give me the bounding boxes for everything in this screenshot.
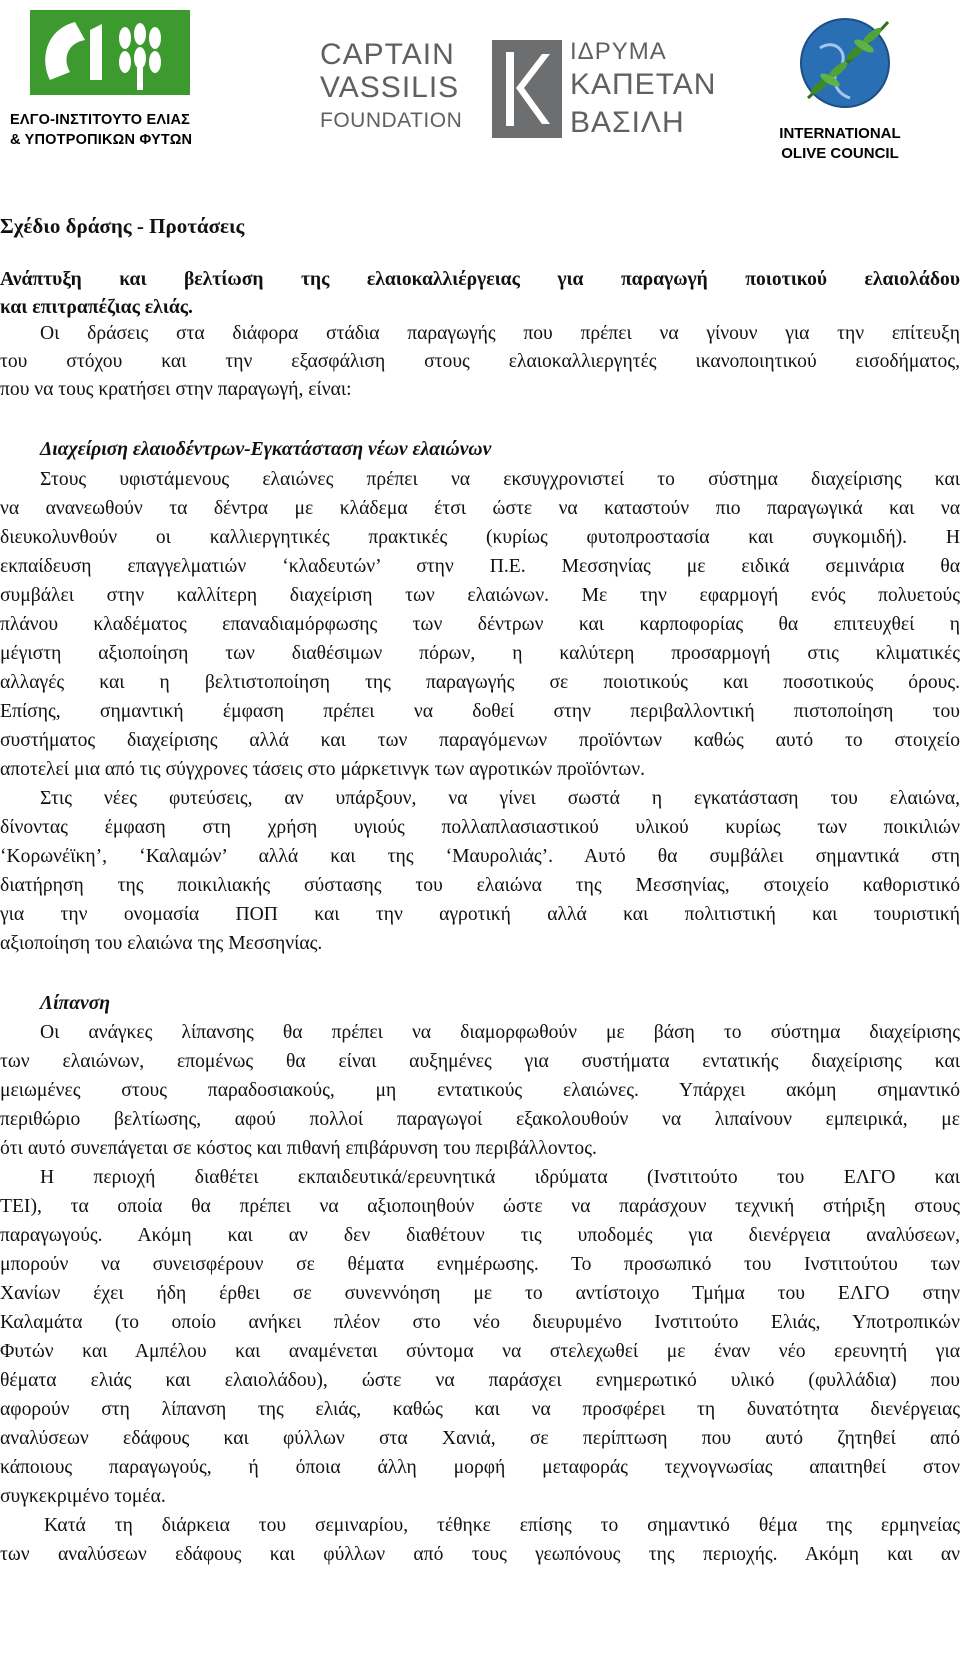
olive-globe-icon bbox=[790, 8, 900, 118]
paragraph-line: θέματα ελιάς και ελαιολάδου), ώστε να παράσχει ενημερωτικό υλικό (φυλλάδια) που bbox=[0, 1370, 960, 1391]
paragraph-line: αποτελεί μια από τις σύγχρονες τάσεις στο μάρκετινγκ των αγροτικών προϊόντων. bbox=[0, 759, 646, 780]
paragraph-line: ότι αυτό συνεπάγεται σε κόστος και πιθανή επιβάρυνση του περιβάλλοντος. bbox=[0, 1138, 597, 1159]
paragraph-line: αφορούν στη λίπανση της ελιάς, καθώς και να προσφέρει τη δυνατότητα διενέργειας bbox=[0, 1399, 960, 1420]
paragraph-line: μέγιστη αξιοποίηση των διαθέσιμων πόρων, η καλύτερη προσαρμογή στις κλιματικές bbox=[0, 643, 960, 664]
ioc-name bbox=[760, 124, 920, 164]
paragraph-line: των αναλύσεων εδάφους και φύλλων από τους γεωπόνους της περιοχής. Ακόμη και αν bbox=[0, 1544, 960, 1565]
document-subtitle-line: και επιτραπέζιας ελιάς. bbox=[0, 297, 193, 318]
ioc-name-line: INTERNATIONAL bbox=[779, 125, 901, 142]
cvf-en-line: FOUNDATION bbox=[320, 109, 463, 132]
paragraph-line: ‘Κορωνέϊκη’, ‘Καλαμών’ αλλά και της ‘Μαυρολιάς’. Αυτό θα συμβάλει σημαντικά στη bbox=[0, 846, 960, 867]
paragraph-line: συστήματος διαχείρισης αλλά και των παραγόμενων προϊόντων καθώς αυτό το στοιχείο bbox=[0, 730, 960, 751]
paragraph-line: αλλαγές και η βελτιστοποίηση της παραγωγής σε ποιοτικούς και ποσοτικούς όρους. bbox=[0, 672, 960, 693]
elgo-name-line: & ΥΠΟΤΡΟΠΙΚΩΝ ΦΥΤΩΝ bbox=[10, 132, 193, 148]
paragraph-line: Στις νέες φυτεύσεις, αν υπάρξουν, να γίνει σωστά η εγκατάσταση του ελαιώνα, bbox=[40, 788, 960, 809]
cvf-gr-line: ΚΑΠΕΤΑΝ bbox=[570, 68, 717, 101]
document-title: Σχέδιο δράσης - Προτάσεις bbox=[0, 214, 245, 238]
paragraph-line: παραγωγούς. Ακόμη και αν δεν διαθέτουν τις υποδομές για διενέργεια αναλύσεων, bbox=[0, 1225, 960, 1246]
intro-line: Οι δράσεις στα διάφορα στάδια παραγωγής που πρέπει να γίνουν για την επίτευξη bbox=[40, 323, 960, 344]
paragraph-line: πλάνου κλαδέματος επαναδιαμόρφωσης των δέντρων και καρποφορίας θα επιτευχθεί η bbox=[0, 614, 960, 635]
ioc-name-line: OLIVE COUNCIL bbox=[781, 145, 899, 162]
paragraph-line: των ελαιώνων, επομένως θα είναι αυξημένες για συστήματα εντατικής διαχείρισης και bbox=[0, 1051, 960, 1072]
cvf-monogram-icon bbox=[492, 40, 562, 138]
cvf-name-en bbox=[320, 38, 462, 137]
paragraph-line: Επίσης, σημαντική έμφαση πρέπει να δοθεί στην περιβαλλοντική πιστοποίηση του bbox=[0, 701, 960, 722]
cvf-en-line: CAPTAIN bbox=[320, 38, 455, 71]
paragraph-line: ΤΕΙ), τα οποία θα πρέπει να αξιοποιηθούν ώστε να παράσχουν τεχνική στήριξη στους bbox=[0, 1196, 960, 1217]
section-heading: Διαχείριση ελαιοδέντρων-Εγκατάσταση νέων ελαιώνων bbox=[40, 439, 492, 460]
elgo-name bbox=[10, 110, 240, 150]
cvf-name-gr bbox=[570, 38, 716, 142]
paragraph-line: Χανίων έχει ήδη έρθει σε συνεννόηση με το αντίστοιχο Τμήμα του ΕΛΓΟ στην bbox=[0, 1283, 960, 1304]
paragraph-line: αναλύσεων εδάφους και φύλλων στα Χανιά, σε περίπτωση που αυτό ζητηθεί από bbox=[0, 1428, 960, 1449]
paragraph-line: Η περιοχή διαθέτει εκπαιδευτικά/ερευνητικά ιδρύματα (Ινστιτούτο του ΕΛΓΟ και bbox=[40, 1167, 960, 1188]
document-header bbox=[0, 0, 960, 175]
paragraph-line: διευκολυνθούν οι καλλιεργητικές πρακτικές (κυρίως φυτοπροστασία και συγκομιδή). Η bbox=[0, 527, 960, 548]
elgo-name-line: ΕΛΓΟ-ΙΝΣΤΙΤΟΥΤΟ ΕΛΙΑΣ bbox=[10, 112, 191, 128]
paragraph-line: για την ονομασία ΠΟΠ και την αγροτική αλλά και πολιτιστική και τουριστική bbox=[0, 904, 960, 925]
intro-line: που να τους κρατήσει στην παραγωγή, είναι: bbox=[0, 379, 352, 400]
cvf-gr-line: ΒΑΣΙΛΗ bbox=[570, 106, 685, 139]
paragraph-line: εκπαίδευση επαγγελματιών ‘κλαδευτών’ στην Π.Ε. Μεσσηνίας με ειδικά σεμινάρια θα bbox=[0, 556, 960, 577]
section-heading: Λίπανση bbox=[40, 993, 111, 1014]
document-subtitle-line: Ανάπτυξη και βελτίωση της ελαιοκαλλιέργειας για παραγωγή ποιοτικού ελαιολάδου bbox=[0, 269, 960, 290]
paragraph-line: Κατά τη διάρκεια του σεμιναρίου, τέθηκε επίσης το σημαντικό θέμα της ερμηνείας bbox=[44, 1515, 960, 1536]
paragraph-line: Φυτών και Αμπέλου και αναμένεται σύντομα να στελεχωθεί με έναν νέο ερευνητή για bbox=[0, 1341, 960, 1362]
paragraph-line: Οι ανάγκες λίπανσης θα πρέπει να διαμορφωθούν με βάση το σύστημα διαχείρισης bbox=[40, 1022, 960, 1043]
paragraph-line: Καλαμάτα (το οποίο ανήκει πλέον στο νέο διευρυμένο Ινστιτούτο Ελιάς, Υποτροπικών bbox=[0, 1312, 960, 1333]
intro-line: του στόχου και την εξασφάλιση στους ελαιοκαλλιεργητές ικανοποιητικού εισοδήματος, bbox=[0, 351, 960, 372]
paragraph-line: Στους υφιστάμενους ελαιώνες πρέπει να εκσυγχρονιστεί το σύστημα διαχείρισης και bbox=[40, 469, 960, 490]
elgo-logo bbox=[30, 10, 190, 95]
paragraph-line: περιθώριο βελτίωσης, αφού πολλοί παραγωγοί εξακολουθούν να λιπαίνουν εμπειρικά, με bbox=[0, 1109, 960, 1130]
paragraph-line: διατήρηση της ποικιλιακής σύστασης του ελαιώνα της Μεσσηνίας, στοιχείο καθοριστικό bbox=[0, 875, 960, 896]
paragraph-line: συμβάλει στην καλλίτερη διαχείριση των ελαιώνων. Με την εφαρμογή ενός πολυετούς bbox=[0, 585, 960, 606]
paragraph-line: να ανανεωθούν τα δέντρα με κλάδεμα έτσι ώστε να καταστούν πιο παραγωγικά και να bbox=[0, 498, 960, 519]
paragraph-line: συγκεκριμένο τομέα. bbox=[0, 1486, 166, 1507]
cvf-en-line: VASSILIS bbox=[320, 71, 460, 104]
paragraph-line: κάποιους παραγωγούς, ή όποια άλλη μορφή μεταφοράς τεχνογνωσίας απαιτηθεί στον bbox=[0, 1457, 960, 1478]
paragraph-line: μειωμένες στους παραδοσιακούς, μη εντατικούς ελαιώνες. Υπάρχει ακόμη σημαντικό bbox=[0, 1080, 960, 1101]
paragraph-line: μπορούν να συνεισφέρουν σε θέματα ενημέρωσης. Το προσωπικό του Ινστιτούτου των bbox=[0, 1254, 960, 1275]
paragraph-line: δίνοντας έμφαση στη χρήση υγιούς πολλαπλασιαστικού υλικού κυρίως των ποικιλιών bbox=[0, 817, 960, 838]
paragraph-line: αξιοποίηση του ελαιώνα της Μεσσηνίας. bbox=[0, 933, 323, 954]
cvf-gr-line: ΙΔΡΥΜΑ bbox=[570, 38, 667, 65]
